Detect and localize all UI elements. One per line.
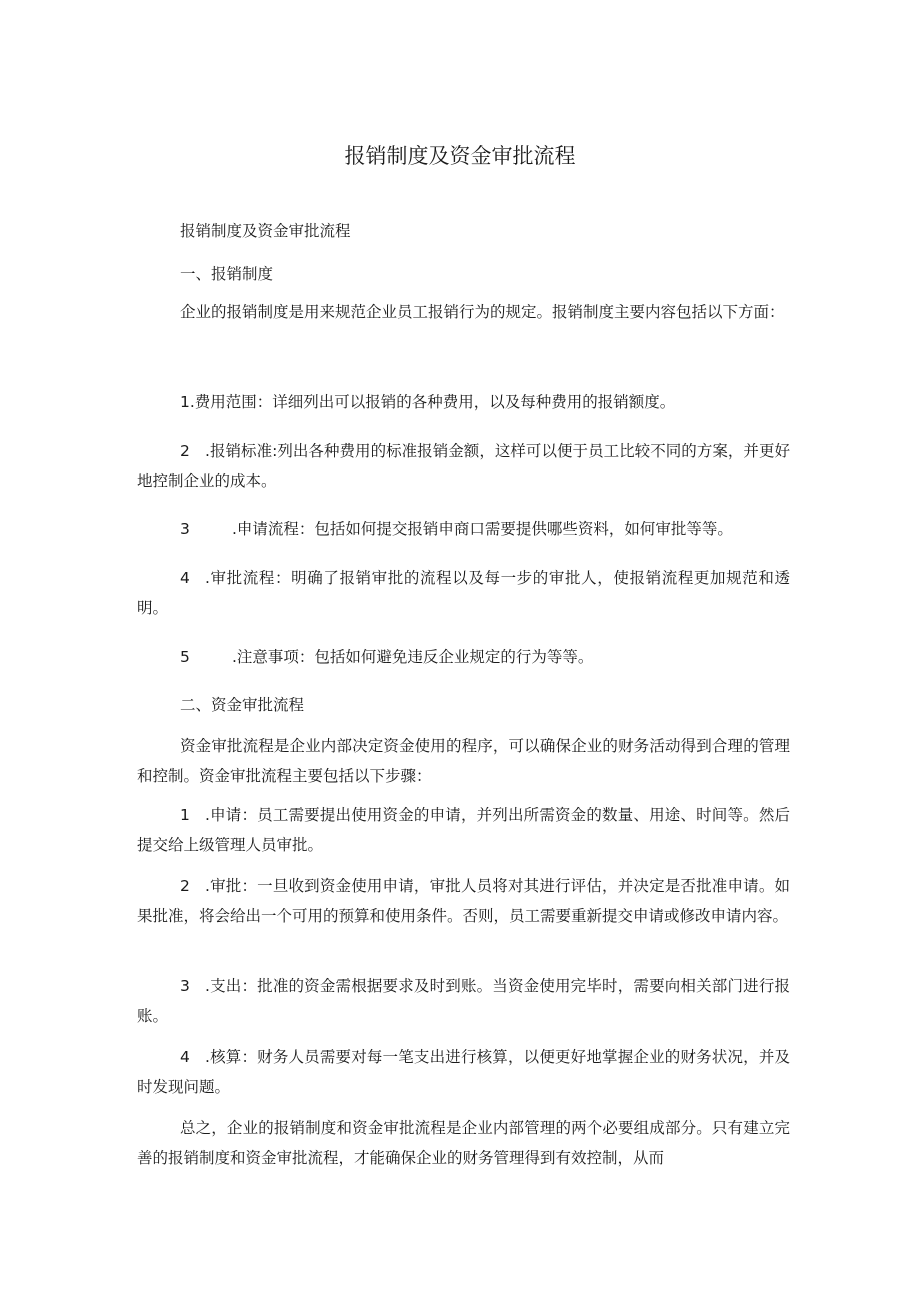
item-number: 1. <box>180 393 195 411</box>
item-number: 2 <box>180 877 190 895</box>
section1-item-3 <box>137 514 790 544</box>
section2-item-1 <box>137 800 790 860</box>
item-text: .审批流程：明确了报销审批的流程以及每一步的审批人，使报销流程更加规范和透明。 <box>137 569 790 617</box>
item-text: .核算：财务人员需要对每一笔支出进行核算，以便更好地掌握企业的财务状况，并及时发现问题。 <box>137 1048 790 1096</box>
item-text: .报销标准:列出各种费用的标准报销金额，这样可以便于员工比较不同的方案，并更好地控制企业的成本。 <box>137 442 790 490</box>
document-title: 报销制度及资金审批流程 <box>344 144 576 168</box>
document-subtitle: 报销制度及资金审批流程 <box>180 222 351 240</box>
section1-intro: 企业的报销制度是用来规范企业员工报销行为的规定。报销制度主要内容包括以下方面： <box>180 303 785 321</box>
item-text: .注意事项：包括如何避免违反企业规定的行为等等。 <box>232 648 594 666</box>
item-text: 费用范围：详细列出可以报销的各种费用，以及每种费用的报销额度。 <box>194 393 676 411</box>
item-text: .审批：一旦收到资金使用申请，审批人员将对其进行评估，并决定是否批准申请。如果批准，将会给出一个可用的预算和使用条件。否则，员工需要重新提交申请或修改申请内容。 <box>137 877 790 925</box>
section2-item-4 <box>137 1042 790 1102</box>
section2-item-2 <box>137 871 790 931</box>
item-text: .申请流程：包括如何提交报销申商口需要提供哪些资料，如何审批等等。 <box>232 520 733 538</box>
item-number: 3 <box>180 520 190 538</box>
item-number: 3 <box>180 977 190 995</box>
section2-heading: 二、资金审批流程 <box>180 696 305 714</box>
item-number: 4 <box>180 569 190 587</box>
conclusion-paragraph: 总之，企业的报销制度和资金审批流程是企业内部管理的两个必要组成部分。只有建立完善的报销制度和资金审批流程，才能确保企业的财务管理得到有效控制，从而 <box>137 1119 790 1167</box>
section1-item-1 <box>137 387 790 417</box>
section1-heading: 一、报销制度 <box>180 265 274 283</box>
section2-item-3 <box>137 971 790 1031</box>
section1-item-5 <box>137 642 790 672</box>
item-number: 4 <box>180 1048 190 1066</box>
section1-item-2 <box>137 436 790 496</box>
section2-intro: 资金审批流程是企业内部决定资金使用的程序，可以确保企业的财务活动得到合理的管理和控制。资金审批流程主要包括以下步骤： <box>137 737 790 785</box>
item-text: .申请：员工需要提出使用资金的申请，并列出所需资金的数量、用途、时间等。然后提交给上级管理人员审批。 <box>137 806 790 854</box>
item-text: .支出：批准的资金需根据要求及时到账。当资金使用完毕时，需要向相关部门进行报账。 <box>137 977 790 1025</box>
item-number: 2 <box>180 442 190 460</box>
item-number: 5 <box>180 648 190 666</box>
item-number: 1 <box>180 806 190 824</box>
section1-item-4 <box>137 563 790 623</box>
